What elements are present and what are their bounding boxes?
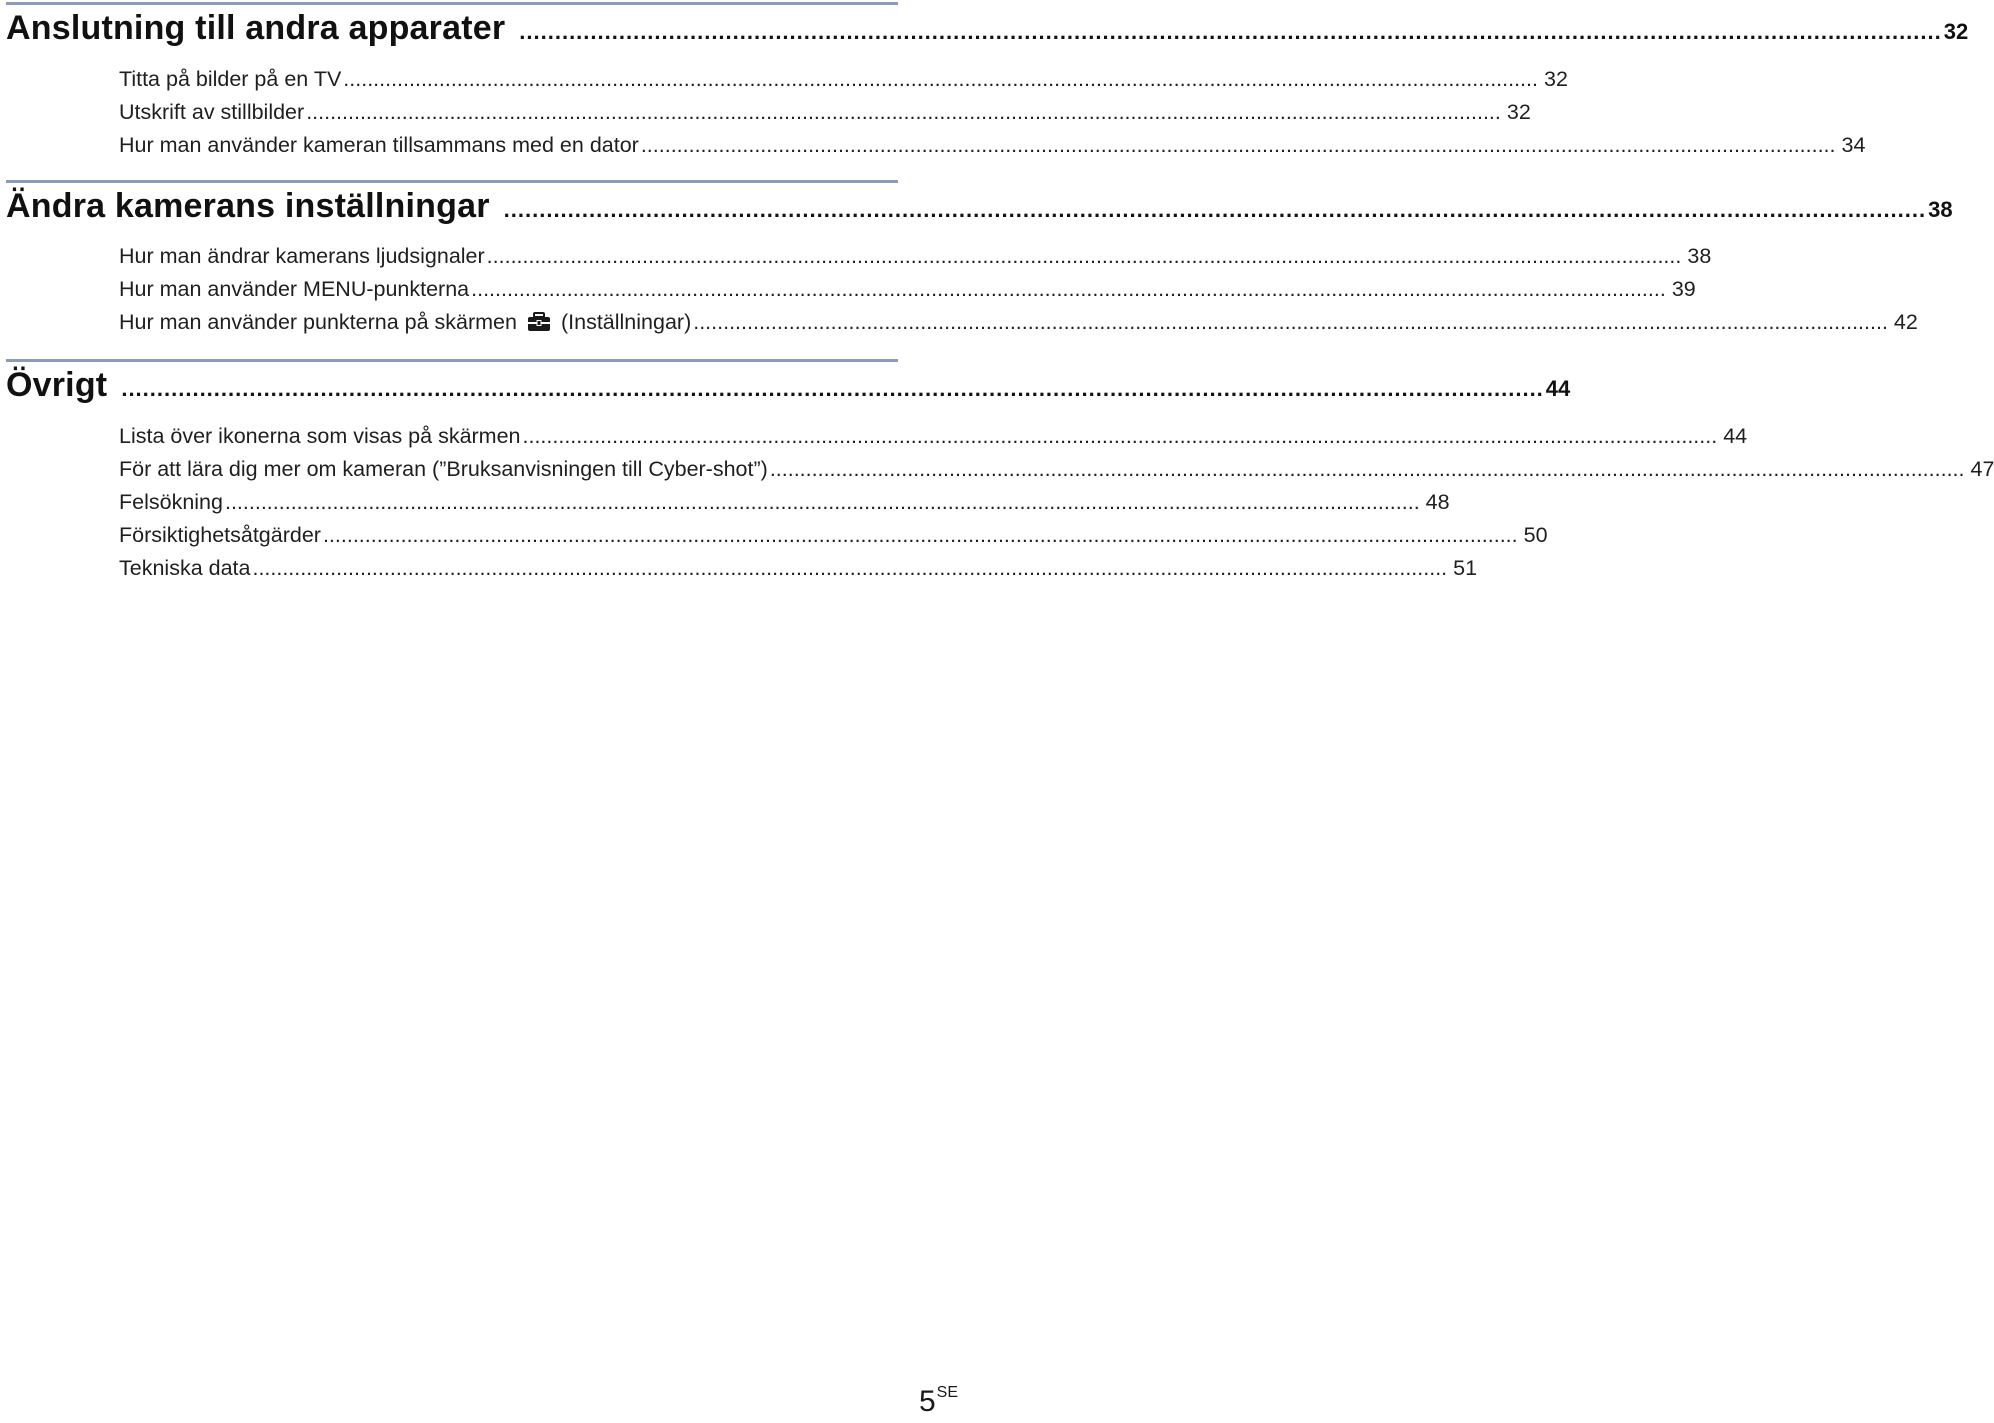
entry-title: Hur man använder kameran tillsammans med en dator	[119, 133, 639, 157]
toc-section-settings	[6, 180, 1953, 339]
dot-leader: ........................................................................................................................................................................................................	[322, 523, 1518, 547]
toc-entry[interactable]	[119, 96, 1531, 129]
entry-title	[119, 306, 691, 339]
entry-page-number: 38	[1687, 244, 1712, 268]
toc-entry[interactable]	[119, 519, 1548, 552]
section-heading[interactable]	[6, 185, 1953, 227]
toc-entry[interactable]	[119, 240, 1712, 273]
dot-leader: ........................................................................................................................................................................................................	[519, 19, 1942, 44]
dot-leader: ........................................................................................................................................................................................................	[486, 244, 1682, 268]
toc-section-connection	[6, 2, 1969, 162]
entry-title: Felsökning	[119, 490, 223, 514]
entry-title: Hur man använder MENU-punkterna	[119, 277, 470, 301]
entry-title: För att lära dig mer om kameran (”Bruksanvisningen till Cyber-shot”)	[119, 457, 768, 481]
entry-page-number: 39	[1671, 277, 1696, 301]
dot-leader: ........................................................................................................................................................................................................	[252, 556, 1448, 580]
entry-title: Titta på bilder på en TV	[119, 67, 342, 91]
entry-page-number: 44	[1723, 424, 1748, 448]
dot-leader: ........................................................................................................................................................................................................	[306, 100, 1501, 124]
entry-page-number: 51	[1453, 556, 1478, 580]
entry-title: Tekniska data	[119, 556, 251, 580]
dot-leader: ........................................................................................................................................................................................................	[693, 310, 1888, 334]
page-number	[919, 1384, 958, 1419]
dot-leader: ........................................................................................................................................................................................................	[769, 457, 1965, 481]
dot-leader: ........................................................................................................................................................................................................	[503, 197, 1927, 222]
toolbox-icon	[525, 309, 553, 329]
section-title: Anslutning till andra apparater	[6, 9, 506, 47]
toc-entry[interactable]	[119, 63, 1568, 96]
entry-page-number: 50	[1523, 523, 1548, 547]
entry-title-after-icon: (Inställningar)	[560, 310, 692, 334]
dot-leader: ........................................................................................................................................................................................................	[522, 424, 1718, 448]
dot-leader: ........................................................................................................................................................................................................	[471, 277, 1666, 301]
section-heading[interactable]	[6, 7, 1969, 49]
entry-page-number: 48	[1425, 490, 1450, 514]
entry-page-number: 32	[1543, 67, 1568, 91]
toc-entry[interactable]	[119, 306, 1918, 339]
language-code: SE	[936, 1384, 958, 1401]
toc-entry[interactable]	[119, 552, 1478, 585]
page-number-value: 5	[918, 1385, 936, 1418]
section-page-number: 38	[1928, 197, 1953, 222]
section-title: Ändra kamerans inställningar	[6, 187, 490, 225]
entry-title: Försiktighetsåtgärder	[119, 523, 321, 547]
dot-leader: ........................................................................................................................................................................................................	[640, 133, 1836, 157]
dot-leader: ........................................................................................................................................................................................................	[224, 490, 1420, 514]
toc-entry[interactable]	[119, 129, 1866, 162]
dot-leader: ........................................................................................................................................................................................................	[121, 376, 1544, 401]
toc-section-other	[6, 359, 1994, 585]
entry-page-number: 42	[1893, 310, 1918, 334]
dot-leader: ........................................................................................................................................................................................................	[343, 67, 1538, 91]
section-divider	[6, 359, 898, 362]
section-title: Övrigt	[6, 366, 108, 404]
section-heading[interactable]	[6, 364, 1571, 406]
toc-entry[interactable]	[119, 453, 1994, 486]
entry-page-number: 32	[1506, 100, 1531, 124]
entry-page-number: 34	[1841, 133, 1866, 157]
entry-title-before-icon: Hur man använder punkterna på skärmen	[119, 310, 517, 334]
section-divider	[6, 2, 898, 5]
toc-entry[interactable]	[119, 273, 1696, 306]
section-divider	[6, 180, 898, 183]
entry-title: Utskrift av stillbilder	[119, 100, 305, 124]
toc-entry[interactable]	[119, 486, 1450, 519]
section-page-number: 44	[1545, 376, 1571, 401]
entry-page-number: 47	[1970, 457, 1994, 481]
entry-title: Lista över ikonerna som visas på skärmen	[119, 424, 521, 448]
section-page-number: 32	[1943, 19, 1969, 44]
toc-entry[interactable]	[119, 420, 1748, 453]
entry-title: Hur man ändrar kamerans ljudsignaler	[119, 244, 485, 268]
